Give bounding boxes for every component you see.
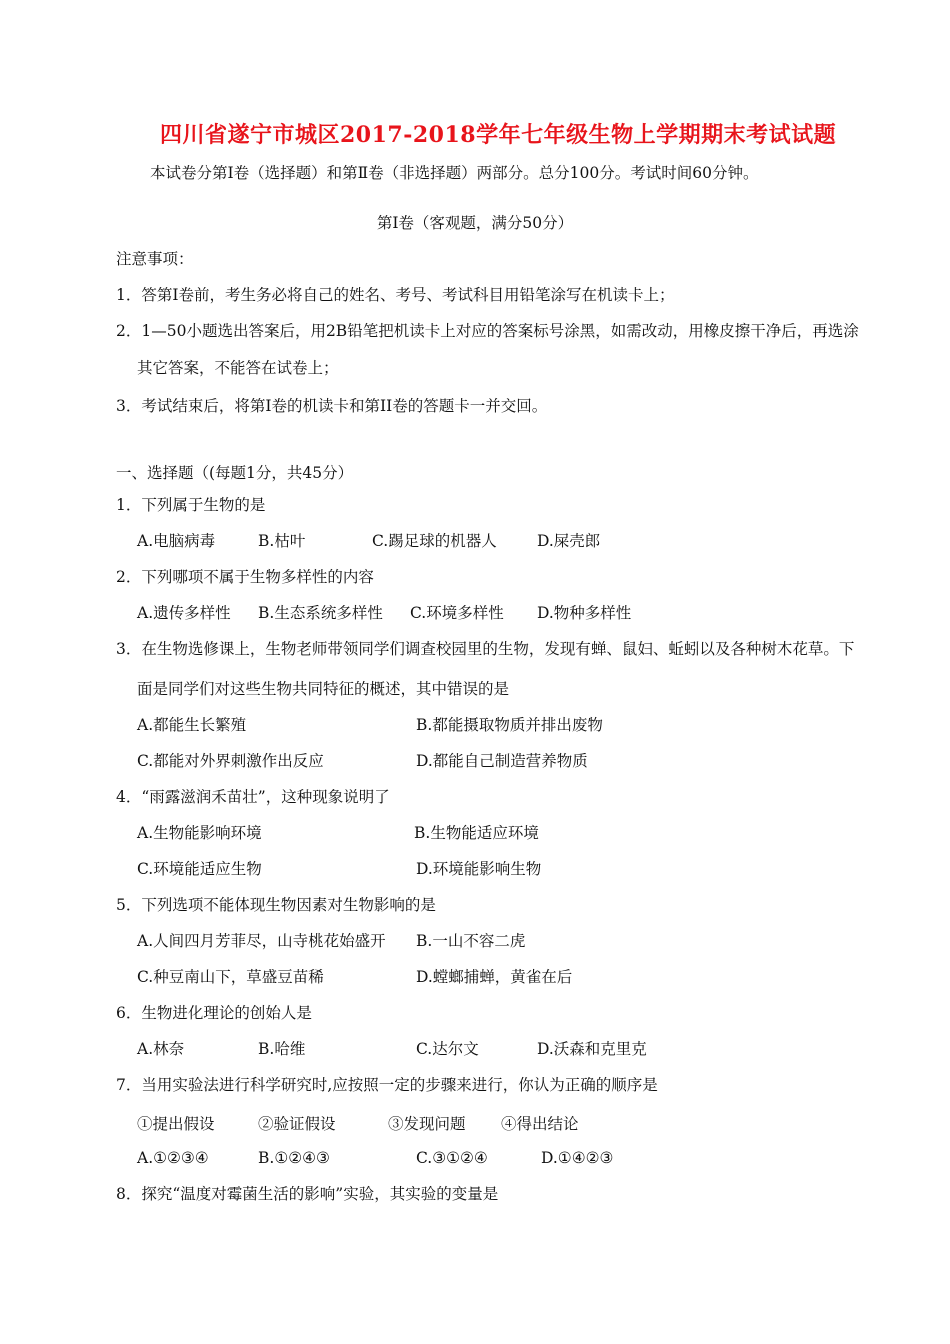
question-option: A.人间四月芳菲尽，山寺桃花始盛开 (137, 932, 386, 950)
question-option: D.屎壳郎 (537, 532, 601, 550)
question-stem: 5．下列选项不能体现生物因素对生物影响的是 (116, 896, 436, 914)
question-option: B.枯叶 (258, 532, 306, 550)
question-option: A.生物能影响环境 (137, 824, 262, 842)
question-stem: 1．下列属于生物的是 (116, 496, 266, 514)
section1-heading: 一、选择题（(每题1分，共45分） (116, 464, 354, 482)
question-option: A.①②③④ (137, 1149, 209, 1167)
part1-heading: 第Ⅰ卷（客观题，满分50分） (376, 214, 574, 232)
question-stem: 8．探究“温度对霉菌生活的影响”实验，其实验的变量是 (116, 1185, 499, 1203)
question-option: C.环境能适应生物 (137, 860, 262, 878)
question-option: A.电脑病毒 (137, 532, 216, 550)
question-option: B.①②④③ (258, 1149, 330, 1167)
question-option: D.都能自己制造营养物质 (416, 752, 588, 770)
question-option: A.都能生长繁殖 (137, 716, 247, 734)
question-option: D.①④②③ (541, 1149, 614, 1167)
question-option: D.物种多样性 (537, 604, 632, 622)
question-step: ②验证假设 (258, 1115, 336, 1133)
question-option: C.达尔文 (416, 1040, 479, 1058)
exam-title: 四川省遂宁市城区2017-2018学年七年级生物上学期期末考试试题 (160, 122, 837, 148)
question-option: D.环境能影响生物 (416, 860, 542, 878)
question-stem: 7．当用实验法进行科学研究时,应按照一定的步骤来进行，你认为正确的顺序是 (116, 1076, 658, 1094)
question-step: ③发现问题 (388, 1115, 466, 1133)
question-option: D.螳螂捕蝉，黄雀在后 (416, 968, 573, 986)
exam-intro: 本试卷分第Ⅰ卷（选择题）和第Ⅱ卷（非选择题）两部分。总分100分。考试时间60分钟。 (150, 164, 759, 182)
question-option: C.环境多样性 (410, 604, 504, 622)
question-option: B.生态系统多样性 (258, 604, 383, 622)
question-option: A.林奈 (137, 1040, 185, 1058)
question-step: ①提出假设 (137, 1115, 215, 1133)
notice-item-2-cont: 其它答案，不能答在试卷上； (137, 359, 339, 377)
question-option: D.沃森和克里克 (537, 1040, 647, 1058)
notice-item-3: 3．考试结束后，将第Ⅰ卷的机读卡和第II卷的答题卡一并交回。 (116, 397, 548, 415)
notice-item-2: 2．1—50小题选出答案后，用2B铅笔把机读卡上对应的答案标号涂黑，如需改动，用橡皮擦干净后，再选涂 (116, 322, 859, 340)
question-option: C.③①②④ (416, 1149, 488, 1167)
question-option: C.种豆南山下，草盛豆苗稀 (137, 968, 324, 986)
question-option: C.踢足球的机器人 (372, 532, 497, 550)
question-stem: 4．“雨露滋润禾苗壮”，这种现象说明了 (116, 788, 390, 806)
question-option: A.遗传多样性 (137, 604, 231, 622)
question-stem: 3．在生物选修课上，生物老师带领同学们调查校园里的生物，发现有蝉、鼠妇、蚯蚓以及各种树木花草。下 (116, 640, 855, 658)
question-option: C.都能对外界刺激作出反应 (137, 752, 324, 770)
question-stem: 6．生物进化理论的创始人是 (116, 1004, 312, 1022)
notice-heading: 注意事项： (116, 250, 194, 268)
question-stem-cont: 面是同学们对这些生物共同特征的概述，其中错误的是 (137, 680, 510, 698)
question-stem: 2．下列哪项不属于生物多样性的内容 (116, 568, 374, 586)
question-option: B.哈维 (258, 1040, 306, 1058)
notice-item-1: 1．答第Ⅰ卷前，考生务必将自己的姓名、考号、考试科目用铅笔涂写在机读卡上； (116, 286, 675, 304)
question-step: ④得出结论 (501, 1115, 579, 1133)
question-option: B.都能摄取物质并排出废物 (416, 716, 603, 734)
question-option: B.生物能适应环境 (414, 824, 539, 842)
question-option: B.一山不容二虎 (416, 932, 526, 950)
